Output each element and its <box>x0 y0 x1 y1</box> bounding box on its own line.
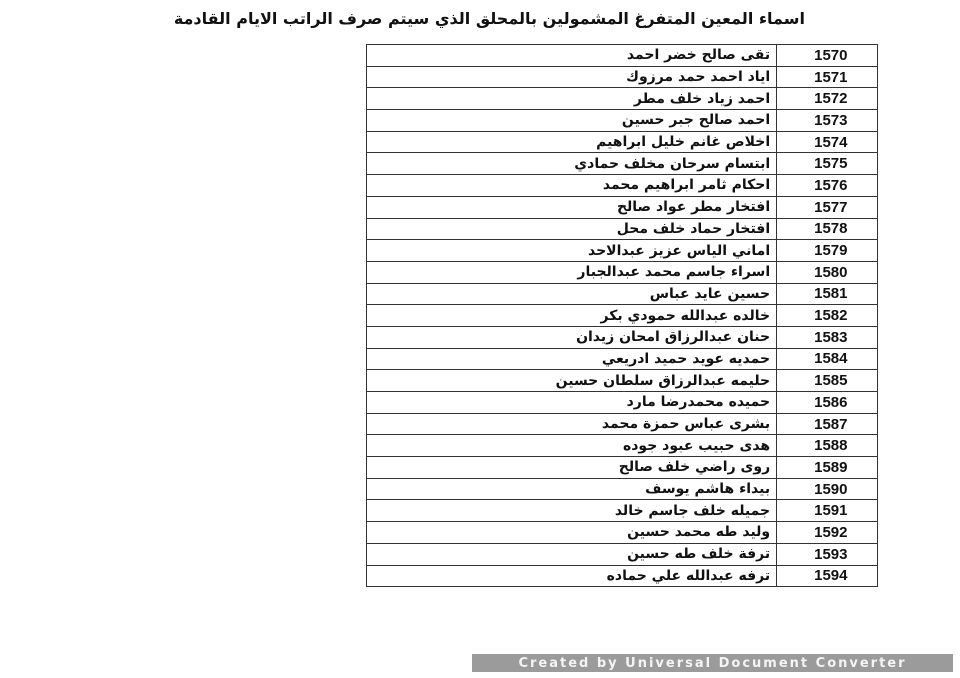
table-row <box>367 457 878 479</box>
employee-name: اخلاص غانم خليل ابراهيم <box>367 131 777 153</box>
employee-name: حليمه عبدالرزاق سلطان حسين <box>367 370 777 392</box>
employee-name: افتخار حماد خلف محل <box>367 218 777 240</box>
employee-name: ترفه عبدالله علي حماده <box>367 565 777 587</box>
table-row <box>367 110 878 132</box>
row-number: 1573 <box>777 110 878 132</box>
table-row <box>367 370 878 392</box>
row-number: 1590 <box>777 478 878 500</box>
table-row <box>367 261 878 283</box>
employee-name: حمديه عويد حميد ادريعي <box>367 348 777 370</box>
employee-name: احكام ثامر ابراهيم محمد <box>367 175 777 197</box>
row-number: 1587 <box>777 413 878 435</box>
row-number: 1574 <box>777 131 878 153</box>
table-row <box>367 305 878 327</box>
row-number: 1582 <box>777 305 878 327</box>
row-number: 1570 <box>777 45 878 67</box>
employee-name: جميله خلف جاسم خالد <box>367 500 777 522</box>
row-number: 1589 <box>777 457 878 479</box>
table-row <box>367 45 878 67</box>
employee-name: حسين عايد عباس <box>367 283 777 305</box>
employee-name: خالده عبدالله حمودي بكر <box>367 305 777 327</box>
table-row <box>367 565 878 587</box>
row-number: 1571 <box>777 66 878 88</box>
employee-name: حميده محمدرضا مارد <box>367 392 777 414</box>
row-number: 1586 <box>777 392 878 414</box>
row-number: 1579 <box>777 240 878 262</box>
employee-name: بيداء هاشم يوسف <box>367 478 777 500</box>
employee-name: بشرى عباس حمزة محمد <box>367 413 777 435</box>
row-number: 1581 <box>777 283 878 305</box>
row-number: 1592 <box>777 522 878 544</box>
employee-name: احمد صالح جبر حسين <box>367 110 777 132</box>
row-number: 1588 <box>777 435 878 457</box>
employee-name: احمد زياد خلف مطر <box>367 88 777 110</box>
table-row <box>367 478 878 500</box>
table-row <box>367 153 878 175</box>
employee-name: اماني الياس عزيز عبدالاحد <box>367 240 777 262</box>
row-number: 1578 <box>777 218 878 240</box>
employee-name: تقى صالح خضر احمد <box>367 45 777 67</box>
row-number: 1583 <box>777 326 878 348</box>
employee-name: حنان عبدالرزاق امحان زيدان <box>367 326 777 348</box>
table-row <box>367 175 878 197</box>
table-row <box>367 218 878 240</box>
table-row <box>367 348 878 370</box>
row-number: 1575 <box>777 153 878 175</box>
row-number: 1593 <box>777 543 878 565</box>
employee-name: هدى حبيب عبود جوده <box>367 435 777 457</box>
table-row <box>367 543 878 565</box>
table-row <box>367 522 878 544</box>
employee-name: اسراء جاسم محمد عبدالجبار <box>367 261 777 283</box>
row-number: 1594 <box>777 565 878 587</box>
row-number: 1580 <box>777 261 878 283</box>
row-number: 1572 <box>777 88 878 110</box>
table-row <box>367 88 878 110</box>
row-number: 1577 <box>777 196 878 218</box>
row-number: 1591 <box>777 500 878 522</box>
table-row <box>367 326 878 348</box>
table-row <box>367 500 878 522</box>
converter-watermark: Created by Universal Document Converter <box>472 654 953 672</box>
table-row <box>367 283 878 305</box>
table-row <box>367 240 878 262</box>
row-number: 1576 <box>777 175 878 197</box>
employee-name: وليد طه محمد حسين <box>367 522 777 544</box>
row-number: 1585 <box>777 370 878 392</box>
table-row <box>367 196 878 218</box>
names-table <box>366 44 878 587</box>
table-row <box>367 66 878 88</box>
employee-name: اياد احمد حمد مرزوك <box>367 66 777 88</box>
employee-name: ترفة خلف طه حسين <box>367 543 777 565</box>
employee-name: افتخار مطر عواد صالح <box>367 196 777 218</box>
table-row <box>367 131 878 153</box>
table-row <box>367 413 878 435</box>
table-row <box>367 392 878 414</box>
page-title: اسماء المعين المتفرغ المشمولين بالمحلق الذي سيتم صرف الراتب الايام القادمة <box>173 9 805 28</box>
employee-name: روى راضي خلف صالح <box>367 457 777 479</box>
employee-name: ابتسام سرحان مخلف حمادي <box>367 153 777 175</box>
table-row <box>367 435 878 457</box>
row-number: 1584 <box>777 348 878 370</box>
